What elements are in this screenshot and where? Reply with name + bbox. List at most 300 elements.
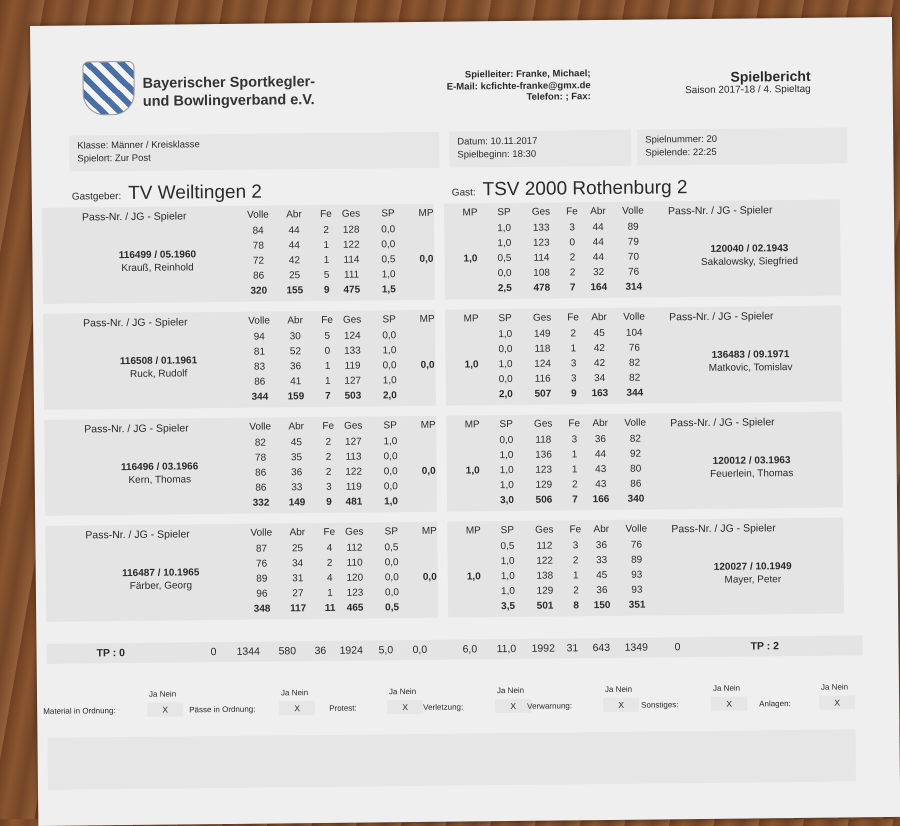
home-col-header: MP [418,207,434,219]
guest-score-cell: 2 [573,585,579,597]
home-total-cell: 0,5 [385,602,400,614]
total-tp-home: TP : 0 [96,647,126,660]
guest-player [674,242,824,270]
guest-score-cell: 82 [629,372,641,384]
guest-player [675,348,825,376]
guest-score-cell: 2 [569,267,576,279]
home-col-header: Volle [249,421,272,433]
guest-score-cell: 1,0 [498,358,513,371]
league-manager [360,68,590,105]
guest-col-header: SP [499,418,513,431]
home-score-cell: 25 [291,543,304,555]
report-title [685,68,811,96]
lead-phone: Telefon: ; Fax: [526,91,591,103]
total-guest-volle: 1349 [624,641,648,654]
check-box: X [279,701,315,715]
report-heading: Spielbericht [730,67,811,85]
guest-score-cell: 79 [627,236,639,248]
guest-score-cell: 0 [569,237,576,249]
home-score-cell: 111 [343,269,360,281]
guest-score-cell: 36 [596,584,608,597]
home-score-cell: 2 [325,436,332,448]
home-player-name: Krauß, Reinhold [121,262,194,275]
guest-score-cell: 2 [570,328,577,340]
home-score-cell: 127 [344,375,362,387]
association-logo [82,61,135,116]
guest-score-cell: 136 [535,449,552,461]
home-team-header [72,182,262,206]
guest-score-cell: 123 [532,237,550,249]
guest-score-cell: 3 [572,540,579,552]
home-total-cell: 117 [289,603,307,615]
home-score-cell: 81 [253,346,266,358]
home-mp-cell: 0,0 [422,571,437,583]
guest-total-cell: 351 [628,599,646,611]
guest-score-cell: 1 [571,464,578,476]
guest-score-cell: 149 [533,328,551,340]
check-label: Protest: [329,703,357,713]
guest-player-id: 120012 / 03.1963 [712,455,791,467]
guest-score-cell: 124 [534,358,551,370]
home-pass-header: Pass-Nr. / JG - Spieler [83,316,188,330]
home-score-cell: 3 [326,481,332,493]
guest-score-cell: 0,0 [498,373,513,386]
total-home-sp: 5,0 [378,644,394,657]
home-score-cell: 0,5 [381,254,396,266]
home-score-cell: 83 [253,361,266,373]
home-col-header: Fe [321,314,333,326]
home-col-header: Volle [250,527,273,539]
home-score-cell: 82 [254,437,267,449]
total-home-abr: 580 [278,645,297,658]
home-score-cell: 1 [324,360,331,372]
guest-mp-cell: 1,0 [465,465,480,477]
home-score-cell: 86 [253,270,265,282]
guest-score-cell: 36 [595,539,608,552]
home-col-header: SP [383,420,397,432]
home-score-cell: 114 [343,254,360,266]
lead-email: E-Mail: kcfichte-franke@gmx.de [446,79,591,93]
guest-score-cell: 70 [627,251,640,263]
home-mp-cell: 0,0 [420,359,435,371]
guest-col-header: Abr [593,523,610,536]
home-score-cell: 45 [290,437,302,449]
home-score-cell: 0,5 [384,542,399,554]
report-season: Saison 2017-18 / 4. Spieltag [684,83,811,97]
guest-score-cell: 3 [571,434,578,446]
guest-score-cell: 92 [629,448,642,460]
home-total-cell: 320 [250,285,268,297]
home-score-cell: 112 [346,542,363,554]
home-score-cell: 128 [342,224,360,236]
guest-score-cell: 45 [593,327,605,340]
guest-col-header: Ges [535,524,554,536]
total-home-ges: 1924 [339,644,363,657]
guest-player-id: 120027 / 10.1949 [713,561,792,573]
player-block [45,517,862,626]
guest-team-header [452,177,688,201]
guest-score-cell: 82 [629,433,641,445]
total-tp-guest: TP : 2 [750,640,780,653]
yes-no-header: Ja Nein [388,686,417,697]
home-score-cell: 78 [254,452,267,464]
home-total-cell: 9 [326,496,332,508]
guest-score-cell: 80 [630,463,642,475]
check-box: X [495,699,531,713]
guest-score-cell: 76 [627,266,640,278]
home-score-cell: 122 [345,466,363,478]
guest-total-cell: 163 [591,387,609,400]
home-col-header: Fe [323,526,336,538]
guest-pass-header: Pass-Nr. / JG - Spieler [671,522,776,536]
guest-score-cell: 0,0 [499,434,514,447]
guest-total-cell: 501 [536,600,554,612]
home-score-cell: 76 [256,558,268,570]
guest-score-cell: 34 [594,372,606,385]
guest-player-name: Sakalowsky, Siegfried [700,255,799,268]
checkbox-row [43,682,873,716]
home-col-header: Abr [289,527,306,539]
home-score-cell: 30 [289,331,301,343]
guest-score-cell: 0,5 [497,252,512,265]
home-score-cell: 1 [324,375,331,387]
guest-total-cell: 7 [572,494,578,506]
guest-score-cell: 1,0 [500,570,515,583]
guest-score-cell: 108 [533,267,551,279]
totals-row [46,635,862,664]
guest-col-header: Abr [591,311,607,324]
guest-total-cell: 2,5 [497,282,512,295]
guest-score-cell: 133 [532,222,550,234]
home-score-cell: 4 [326,572,333,584]
guest-score-cell: 122 [536,555,554,567]
guest-score-cell: 93 [631,569,643,581]
guest-score-cell: 138 [536,570,554,582]
guest-total-cell: 2,0 [498,388,513,401]
check-box: X [387,700,423,714]
guest-score-cell: 76 [630,539,643,551]
guest-mp-cell: 1,0 [463,253,478,265]
guest-score-cell: 114 [533,252,550,264]
guest-pass-header: Pass-Nr. / JG - Spieler [667,204,773,218]
home-score-cell: 44 [288,240,300,252]
guest-score-cell: 82 [628,357,641,369]
guest-col-header: Fe [566,206,578,218]
home-score-cell: 2 [323,224,329,236]
home-score-cell: 41 [290,376,302,388]
home-score-cell: 4 [326,542,333,554]
home-score-cell: 1,0 [382,375,397,387]
score-sheet [30,17,900,826]
check-box: X [711,697,747,711]
guest-score-cell: 93 [631,584,643,596]
player-block [44,411,861,520]
home-total-cell: 1,0 [383,496,399,508]
home-score-cell: 0 [324,345,331,357]
guest-score-cell: 104 [625,327,643,339]
home-total-cell: 149 [288,497,306,509]
guest-score-cell: 1,0 [499,479,514,492]
home-player-id: 116508 / 01.1961 [119,355,198,368]
check-label: Material in Ordnung: [43,706,116,716]
org-line2: und Bowlingverband e.V. [142,92,315,110]
home-score-cell: 119 [344,360,361,372]
home-col-header: Abr [288,421,305,433]
home-score-cell: 42 [288,255,301,267]
home-player-id: 116496 / 03.1966 [120,461,199,474]
home-score-cell: 25 [289,270,301,282]
guest-score-cell: 129 [536,585,554,597]
home-score-cell: 87 [255,543,268,555]
home-score-cell: 0,0 [383,481,398,493]
home-score-cell: 44 [288,225,300,237]
notes-box [47,729,856,789]
home-total-cell: 9 [323,284,330,296]
guest-total-cell: 150 [593,599,611,612]
home-col-header: MP [419,313,435,325]
guest-score-cell: 116 [534,373,551,385]
guest-player-name: Matkovic, Tomislav [708,362,793,374]
home-player [85,460,235,488]
home-team-name: TV Weiltingen 2 [128,181,263,204]
organization-name [143,73,316,111]
guest-total-cell: 164 [590,281,608,294]
guest-player-name: Feuerlein, Thomas [710,468,794,480]
home-score-cell: 0,0 [383,466,398,478]
guest-total-cell: 3,0 [499,494,515,507]
home-prefix: Gastgeber: [71,191,122,203]
home-score-cell: 1,0 [382,345,397,357]
guest-score-cell: 1,0 [499,464,514,477]
info-date: Datum: 10.11.2017 [457,135,538,148]
guest-score-cell: 44 [592,237,604,249]
guest-player [678,560,828,588]
home-col-header: Ges [343,420,363,432]
home-col-header: SP [382,314,396,326]
guest-score-cell: 44 [592,222,604,234]
guest-player [677,454,827,482]
home-total-cell: 1,5 [381,284,396,296]
total-guest-zero: 0 [674,641,681,654]
guest-mp-cell: 1,0 [466,571,481,583]
home-player [82,248,232,276]
check-label: Verwarnung: [527,701,573,711]
home-col-header: Fe [322,420,335,432]
guest-score-cell: 3 [570,358,577,370]
home-score-cell: 78 [252,240,264,252]
home-score-cell: 0,0 [382,360,397,372]
org-line1: Bayerischer Sportkegler- [142,74,316,92]
total-guest-ges: 1992 [531,642,555,655]
home-score-cell: 0,0 [381,239,396,251]
home-score-cell: 5 [323,269,330,281]
home-score-cell: 35 [290,452,303,464]
info-end: Spielende: 22:25 [645,146,717,159]
total-home-mp: 0 [210,646,217,659]
guest-col-header: Abr [590,205,606,218]
home-col-header: MP [421,525,437,537]
guest-col-header: Volle [625,523,648,535]
guest-col-header: Volle [622,205,644,217]
check-label: Sonstiges: [641,700,679,710]
home-score-cell: 1,0 [381,269,396,281]
guest-total-cell: 7 [569,282,576,294]
home-score-cell: 127 [344,436,362,448]
guest-col-header: SP [497,206,511,219]
total-guest-abr: 643 [592,641,611,655]
lead-name: Spielleiter: Franke, Michael; [464,68,591,81]
home-score-cell: 0,0 [384,557,399,569]
home-score-cell: 0,0 [384,587,399,599]
total-home-fe: 36 [314,644,327,658]
home-total-cell: 475 [343,284,361,296]
total-guest-sp: 11,0 [496,642,517,656]
guest-score-cell: 2 [571,479,578,491]
home-total-cell: 503 [344,390,362,402]
guest-player-name: Mayer, Peter [724,574,782,586]
home-score-cell: 0,0 [384,572,399,584]
home-score-cell: 89 [256,573,268,585]
guest-score-cell: 44 [592,252,605,264]
check-box: X [603,698,639,712]
guest-player-id: 120040 / 02.1943 [710,243,789,255]
home-pass-header: Pass-Nr. / JG - Spieler [81,210,187,224]
yes-no-header: Ja Nein [604,684,633,695]
guest-score-cell: 42 [593,342,606,355]
guest-score-cell: 0,5 [500,540,515,553]
home-score-cell: 113 [345,451,362,463]
guest-total-cell: 314 [625,281,643,293]
guest-col-header: Fe [567,312,579,324]
home-score-cell: 123 [346,587,364,599]
guest-col-header: Abr [592,417,609,430]
check-box: X [819,695,855,709]
guest-total-cell: 8 [573,600,579,612]
guest-score-cell: 3 [569,222,575,234]
guest-score-cell: 36 [594,433,606,446]
guest-score-cell: 1,0 [497,222,512,235]
guest-score-cell: 1 [571,449,578,461]
home-score-cell: 1 [323,239,330,251]
player-block [43,305,860,414]
home-score-cell: 0,0 [382,330,397,342]
home-score-cell: 72 [252,255,265,267]
home-mp-cell: 0,0 [419,253,434,265]
guest-col-header: MP [462,207,478,219]
home-pass-header: Pass-Nr. / JG - Spieler [84,422,189,436]
guest-score-cell: 86 [630,478,642,490]
guest-score-cell: 2 [569,252,576,264]
home-score-cell: 86 [255,482,267,494]
home-total-cell: 465 [346,602,364,614]
guest-total-cell: 478 [533,282,551,294]
home-col-header: MP [420,419,436,431]
guest-player-id: 136483 / 09.1971 [711,349,790,361]
guest-total-cell: 340 [627,493,645,505]
home-col-header: SP [381,208,395,220]
home-score-cell: 36 [291,467,303,479]
guest-score-cell: 129 [535,479,553,491]
guest-col-header: MP [464,419,480,431]
home-score-cell: 27 [292,588,304,600]
home-score-cell: 34 [292,558,304,570]
home-score-cell: 33 [291,482,303,494]
info-number: Spielnummer: 20 [645,133,718,146]
yes-no-header: Ja Nein [820,682,849,692]
guest-score-cell: 45 [596,569,608,582]
guest-score-cell: 76 [628,342,641,354]
home-score-cell: 96 [256,588,268,600]
guest-col-header: Volle [623,311,645,323]
guest-col-header: Ges [532,312,552,324]
yes-no-header: Ja Nein [712,683,741,693]
home-score-cell: 2 [326,557,333,569]
home-score-cell: 119 [345,481,362,493]
guest-total-cell: 166 [592,493,610,506]
guest-score-cell: 33 [596,554,608,567]
info-class: Klasse: Männer / Kreisklasse [77,139,200,152]
yes-no-header: Ja Nein [148,689,177,699]
home-player [86,566,236,594]
total-home-volle: 1344 [236,645,260,658]
home-score-cell: 133 [344,345,361,357]
home-score-cell: 5 [324,330,331,342]
info-number-box [637,127,847,165]
guest-score-cell: 118 [535,434,552,446]
home-score-cell: 120 [346,572,364,584]
home-col-header: Ges [342,314,362,326]
home-score-cell: 1 [327,587,333,599]
home-col-header: Fe [320,208,332,220]
total-guest-fe: 31 [566,642,579,655]
guest-col-header: MP [465,525,481,537]
home-score-cell: 84 [252,225,264,237]
home-player-name: Ruck, Rudolf [129,368,188,380]
guest-team-name: TSV 2000 Rothenburg 2 [482,177,688,201]
home-total-cell: 7 [325,390,331,402]
info-class-box [69,132,439,172]
home-total-cell: 159 [287,391,305,403]
home-score-cell: 94 [253,331,265,343]
check-box: X [147,702,183,716]
home-score-cell: 1 [323,254,330,266]
home-score-cell: 86 [255,467,267,479]
home-total-cell: 344 [251,391,269,403]
home-score-cell: 110 [346,557,363,569]
guest-col-header: MP [463,313,479,325]
guest-total-cell: 9 [571,388,577,400]
guest-score-cell: 112 [536,540,553,552]
home-score-cell: 36 [289,361,302,373]
guest-score-cell: 44 [594,448,607,461]
guest-total-cell: 344 [626,387,644,399]
guest-score-cell: 123 [535,464,553,476]
home-score-cell: 86 [254,376,266,388]
home-total-cell: 481 [345,496,363,508]
home-mp-cell: 0,0 [421,465,436,477]
guest-col-header: Volle [624,417,647,429]
home-score-cell: 0,0 [381,224,396,236]
info-location: Spielort: Zur Post [77,152,151,165]
home-score-cell: 31 [292,573,304,585]
guest-score-cell: 1,0 [500,585,515,598]
guest-score-cell: 32 [592,267,605,279]
player-block [42,199,859,308]
guest-score-cell: 43 [595,478,607,491]
guest-total-cell: 507 [534,388,552,400]
guest-score-cell: 43 [595,463,607,476]
total-home-mp2: 0,0 [412,643,428,657]
